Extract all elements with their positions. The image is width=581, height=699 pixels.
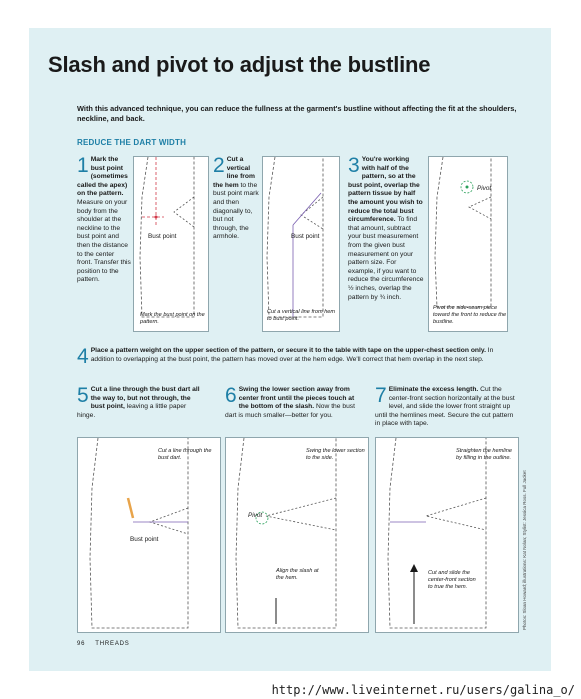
pivot-label-3: Pivot <box>477 185 492 192</box>
step-2-number: 2 <box>213 154 225 177</box>
caption-7-straighten: Straighten the hemline by filling in the outline. <box>456 448 512 461</box>
step-4-number: 4 <box>77 345 89 368</box>
step-5-text: leaving a little paper hinge. <box>77 403 187 419</box>
step-2-bold: Cut a vertical line from the hem <box>213 156 255 189</box>
caption-3: Pivot the side-seam piece toward the front to reduce the bustline. <box>433 305 507 325</box>
step-1-bold: Mark the bust point (sometimes called the apex) on the pattern. <box>77 156 128 198</box>
illustration-panel-5 <box>77 437 221 633</box>
step-2-text: to the bust point mark and then diagonally to, but not through, the armhole. <box>213 181 259 241</box>
pattern-drawing-6 <box>226 438 370 634</box>
step-3-bold: You're working with half of the pattern, so at the bust point, overlap the pattern tissue by half the amount you wish to reduce the total bust circumference. <box>348 156 423 224</box>
pattern-drawing-1 <box>134 157 210 333</box>
bust-point-label-1: Bust point <box>148 233 177 240</box>
step-4 <box>77 347 517 367</box>
magazine-name: THREADS <box>95 641 130 647</box>
caption-6-swing: Swing the lower section to the side. <box>306 448 365 461</box>
step-3-number: 3 <box>348 154 360 177</box>
illustration-panel-2 <box>262 156 340 332</box>
step-3 <box>348 156 424 302</box>
caption-2: Cut a vertical line from hem to bust point. <box>267 309 336 322</box>
step-1-text: Measure on your body from the shoulder at the neckline to the bust point and then the distance to the center front. Transfer this position to the pattern. <box>77 198 131 284</box>
step-6 <box>225 386 365 420</box>
illustration-panel-7 <box>375 437 519 633</box>
intro-text: With this advanced technique, you can reduce the fullness at the garment's bustline without affecting the fit at the shoulders, neckline, and back. <box>77 104 517 123</box>
illustration-panel-3 <box>428 156 508 332</box>
page-number: 96 <box>77 641 86 647</box>
step-5-number: 5 <box>77 384 89 407</box>
step-5-bold: Cut a line through the bust dart all the way to, but not through, the bust point, <box>90 386 200 411</box>
photo-credit: Photos: Sloan Howard; illustrations: Kat Nolan; Stylist: Jessica Ross. Full Jacket <box>522 470 527 630</box>
step-6-number: 6 <box>225 384 237 407</box>
bust-point-label-2: Bust point <box>291 233 320 240</box>
step-7 <box>375 386 519 429</box>
pivot-label-6: Pivot <box>248 512 263 519</box>
step-6-bold: Swing the lower section away from center front until the pieces touch at the bottom of the slash. <box>238 386 355 411</box>
source-url-watermark: http://www.liveinternet.ru/users/galina_o/ <box>271 683 575 697</box>
step-6-text: Now the bust dart is much smaller—better for you. <box>225 403 355 419</box>
step-7-number: 7 <box>375 384 387 407</box>
step-5 <box>77 386 205 420</box>
page-footer <box>77 641 140 647</box>
caption-7-slide: Cut and slide the center-front section to true the hem. <box>428 570 476 590</box>
step-4-text: In addition to overlapping at the bust point, the pattern has moved over at the hem edge. We'll correct that hem overlap in the next step. <box>90 347 494 363</box>
illustration-panel-1 <box>133 156 209 332</box>
bust-point-label-5: Bust point <box>130 536 159 543</box>
caption-1: Mark the bust point on the pattern. <box>140 312 205 325</box>
section-heading: REDUCE THE DART WIDTH <box>77 138 187 147</box>
step-1-number: 1 <box>77 154 89 177</box>
illustration-panel-6 <box>225 437 369 633</box>
pattern-drawing-7 <box>376 438 520 634</box>
step-7-text: Cut the center-front section horizontally at the bust level, and slide the lower front straight up until the hemlines meet. Secure the cut pattern in place with tape. <box>375 386 515 428</box>
step-1 <box>77 156 131 285</box>
step-3-text: To find that amount, subtract your bust measurement from the given bust measurement on your pattern size. For example, if you want to reduce the circumference ½ inches, overlap the pattern by ¾ inch. <box>348 216 424 301</box>
page-title: Slash and pivot to adjust the bustline <box>48 52 431 77</box>
step-4-bold: Place a pattern weight on the upper section of the pattern, or secure it to the table with tape on the upper-chest section only. <box>90 347 486 354</box>
step-7-bold: Eliminate the excess length. <box>388 386 479 393</box>
step-2 <box>213 156 259 242</box>
caption-6-align: Align the slash at the hem. <box>276 568 319 581</box>
caption-5: Cut a line through the bust dart. <box>158 448 212 461</box>
pattern-drawing-2 <box>263 157 341 333</box>
